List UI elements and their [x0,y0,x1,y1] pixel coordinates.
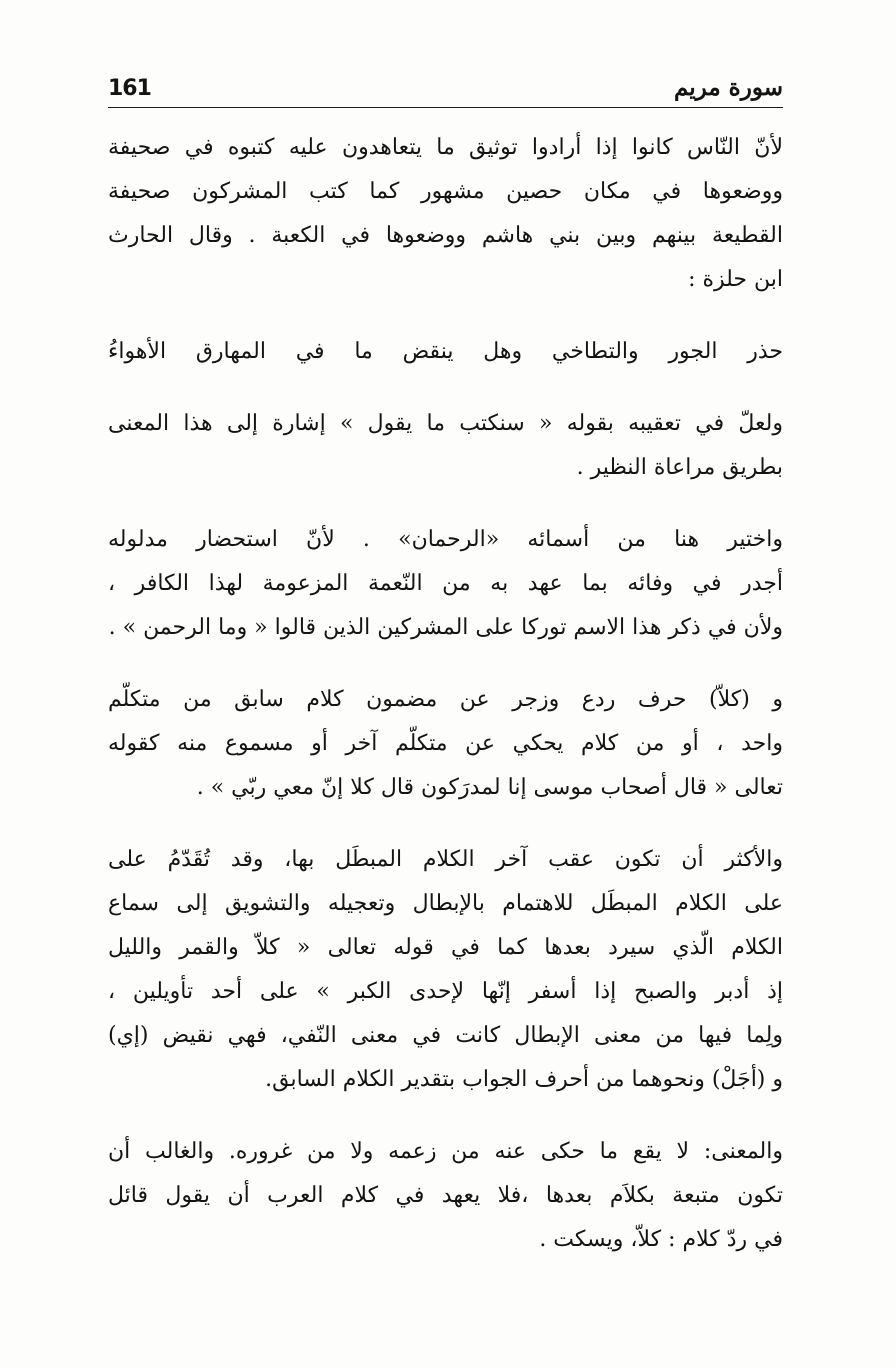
running-title: سورة مريم [673,74,783,101]
text-line: و (أجَلْ) ونحوهما من أحرف الجواب بتقدير الكلام السابق. [265,1067,783,1092]
text-line: واحد ، أو من كلام يحكي عن متكلّم آخر أو مسموع منه كقوله [108,731,783,756]
text-line: والأكثر أن تكون عقب آخر الكلام المبطَل بها، وقد تُقَدّمُ على [108,847,783,872]
text-line: على الكلام المبطَل للاهتمام بالإبطال وتعجيله والتشويق إلى سماع [108,891,783,916]
text-line: تكون متبعة بكلاَم بعدها ،فلا يعهد في كلام العرب أن يقول قائل [108,1183,783,1208]
text-line: ابن حلزة : [688,267,783,292]
text-line: في ردّ كلام : كلاّ، ويسكت . [539,1227,783,1252]
page-number: 161 [108,76,151,101]
text-line: والمعنى: لا يقع ما حكى عنه من زعمه ولا من غروره. والغالب أن [108,1139,783,1164]
text-line: ولعلّ في تعقيبه بقوله « سنكتب ما يقول » إشارة إلى هذا المعنى [108,411,783,436]
text-line: ووضعوها في مكان حصين مشهور كما كتب المشركون صحيفة [108,179,783,204]
text-line: واختير هنا من أسمائه «الرحمان» . لأنّ استحضار مدلوله [108,527,783,552]
text-line: ولِما فيها من معنى الإبطال كانت في معنى النّفي، فهي نقيض (إي) [108,1023,784,1048]
text-line: أجدر في وفائه بما عهد به من النّعمة المزعومة لهذا الكافر ، [108,571,783,596]
text-line: تعالى « قال أصحاب موسى إنا لمدرَكون قال كلا إنّ معي ربّي » . [196,775,783,800]
text-line: القطيعة بينهم وبين بني هاشم ووضعوها في الكعبة . وقال الحارث [108,223,783,248]
text-line: إذ أدبر والصبح إذا أسفر إنّها لإحدى الكبر » على أحد تأويلين ، [108,979,783,1004]
text-line: الكلام الّذي سيرد بعدها كما في قوله تعالى « كلاّ والقمر والليل [108,935,783,960]
text-line: لأنّ النّاس كانوا إذا أرادوا توثيق ما يتعاهدون عليه كتبوه في صحيفة [108,135,783,160]
poetry-verse: حذر الجور والتطاخي وهل ينقض ما في المهارق الأهواءُ [108,339,783,364]
body-text [108,126,783,1262]
header-rule [108,107,783,108]
page-header [108,72,783,108]
text-line: ولأن في ذكر هذا الاسم توركا على المشركين الذين قالوا « وما الرحمن » . [108,615,783,640]
text-line: و (كلاّ) حرف ردع وزجر عن مضمون كلام سابق من متكلّم [108,687,783,712]
text-line: بطريق مراعاة النظير . [576,455,783,480]
